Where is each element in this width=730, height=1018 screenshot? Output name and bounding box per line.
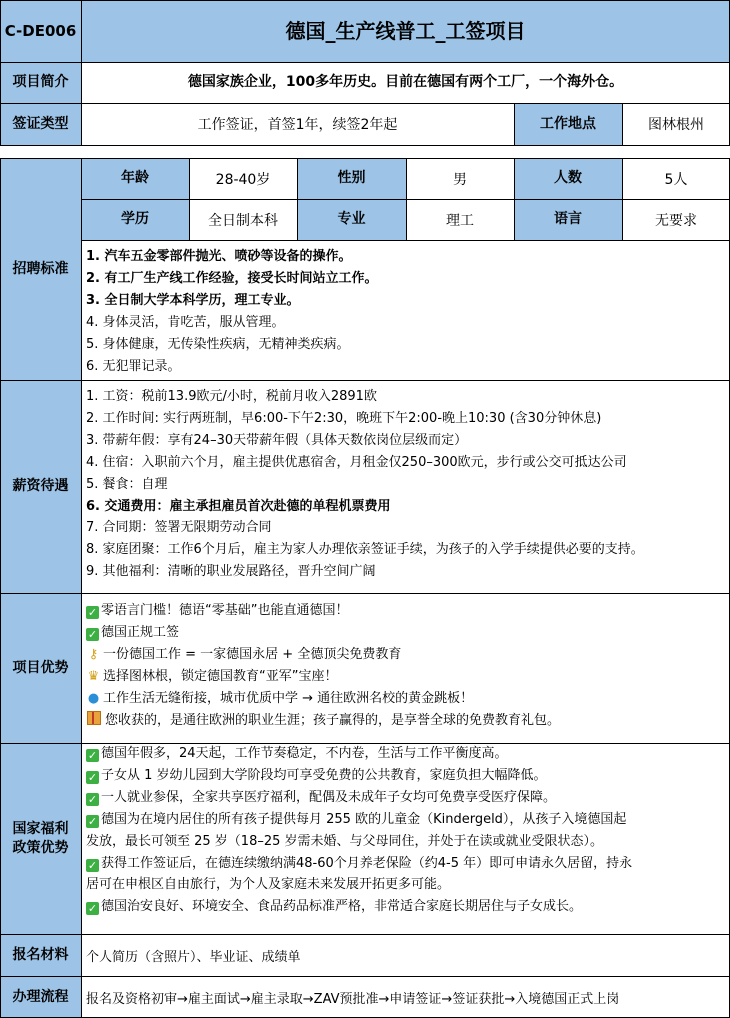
materials-value: 个人简历（含照片）、毕业证、成绩单 bbox=[86, 949, 301, 965]
divider bbox=[0, 976, 730, 977]
list-item: 2. 工作时间: 实行两班制，早6:00-下午2:30，晚班下午2:00-晚上10:30 (含30分钟休息) bbox=[86, 410, 602, 426]
divider bbox=[514, 158, 515, 240]
divider bbox=[81, 0, 82, 146]
check-icon: ✓ bbox=[87, 606, 98, 619]
location-value: 图林根州 bbox=[648, 117, 704, 133]
welfare-label bbox=[0, 743, 81, 934]
list-item: ✓ 德国正规工签 bbox=[87, 624, 180, 641]
check-icon: ✓ bbox=[87, 627, 98, 641]
list-item: 3. 全日制大学本科学历，理工专业。 bbox=[86, 292, 300, 308]
divider bbox=[514, 103, 515, 146]
advantages-label: 项目优势 bbox=[12, 659, 69, 676]
age-value: 28-40岁 bbox=[215, 171, 271, 188]
divider bbox=[622, 158, 623, 240]
list-item: ✓ 德国治安良好、环境安全、食品药品标准严格，非常适合家庭长期居住与子女成长。 bbox=[87, 899, 583, 916]
project-code: C-DE006 bbox=[4, 21, 77, 40]
divider bbox=[0, 934, 730, 935]
list-item: 7. 合同期：签署无限期劳动合同 bbox=[86, 520, 272, 536]
visa-label: 签证类型 bbox=[12, 115, 69, 132]
process-label: 办理流程 bbox=[12, 988, 69, 1005]
salary-list bbox=[81, 386, 730, 583]
gift-icon bbox=[87, 711, 101, 725]
globe-icon: ● bbox=[87, 690, 100, 706]
divider bbox=[0, 158, 730, 159]
divider bbox=[297, 158, 298, 240]
check-icon: ✓ bbox=[87, 770, 98, 784]
check-icon: ✓ bbox=[87, 858, 98, 872]
list-item: 2. 有工厂生产线工作经验，接受长时间站立工作。 bbox=[86, 270, 378, 286]
major-value: 理工 bbox=[446, 212, 474, 229]
list-item: ✓ 零语言门槛！德语“零基础”也能直通德国！ bbox=[87, 603, 349, 619]
list-item: 您收获的，是通往欧洲的职业生涯；孩子赢得的，是享誉全球的免费教育礼包。 bbox=[86, 710, 730, 732]
list-item: 1. 工资：税前13.9欧元/小时，税前月收入2891欧 bbox=[86, 389, 377, 404]
recruit-requirements-list bbox=[81, 246, 730, 377]
age-label: 年龄 bbox=[121, 170, 149, 186]
list-item: ✓ 获得工作签证后，在德连续缴纳满48-60个月养老保险（约4-5 年）即可申请永久居留，持永 bbox=[87, 855, 633, 872]
list-item: 6. 交通费用：雇主承担雇员首次赴德的单程机票费用 bbox=[86, 498, 391, 514]
welfare-list bbox=[81, 743, 730, 918]
visa-value: 工作签证，首签1年，续签2年起 bbox=[197, 117, 398, 133]
divider bbox=[0, 743, 730, 744]
divider bbox=[0, 158, 1, 1018]
list-item: 发放，最长可领至 25 岁（18–25 岁需未婚、与父母同住，并处于在读或就业受限状态）。 bbox=[86, 833, 604, 849]
list-item: 5. 身体健康，无传染性疾病，无精神类疾病。 bbox=[86, 336, 350, 352]
major-label: 专业 bbox=[337, 211, 366, 227]
divider bbox=[622, 103, 623, 146]
education-label: 学历 bbox=[121, 211, 149, 227]
divider bbox=[0, 0, 1, 146]
check-icon: ✓ bbox=[87, 749, 98, 762]
location-label: 工作地点 bbox=[540, 115, 596, 132]
language-label: 语言 bbox=[554, 211, 582, 227]
process-value: 报名及资格初审→雇主面试→雇主录取→ZAV预批准→申请签证→签证获批→入境德国正式上岗 bbox=[86, 991, 620, 1007]
list-item: ✓ 一人就业参保，全家共享医疗福利，配偶及未成年子女均可免费享受医疗保障。 bbox=[87, 789, 557, 806]
list-item: ✓ 德国为在境内居住的所有孩子提供每月 255 欧的儿童金（Kindergeld），从孩子入境德国起 bbox=[87, 811, 627, 828]
list-item: 4. 住宿：入职前六个月，雇主提供优惠宿舍，月租金仅250–300欧元，步行或公交可抵达公司 bbox=[86, 454, 627, 470]
list-item: 3. 带薪年假：享有24–30天带薪年假（具体天数依岗位层级而定） bbox=[86, 432, 468, 448]
list-item: 1. 汽车五金零部件抛光、喷砂等设备的操作。 bbox=[86, 249, 352, 264]
list-item: 居可在申根区自由旅行，为个人及家庭未来发展开拓更多可能。 bbox=[86, 877, 451, 893]
divider bbox=[406, 158, 407, 240]
check-icon: ✓ bbox=[87, 902, 98, 916]
divider bbox=[0, 593, 730, 594]
headcount-label: 人数 bbox=[554, 170, 582, 186]
list-item: ♛ 选择图林根，锁定德国教育“亚军”宝座！ bbox=[86, 666, 730, 688]
list-item: 9. 其他福利：清晰的职业发展路径，晋升空间广阔 bbox=[86, 564, 376, 580]
key-icon: ⚷ bbox=[88, 646, 99, 662]
materials-label: 报名材料 bbox=[12, 946, 69, 963]
language-value: 无要求 bbox=[655, 212, 697, 229]
list-item: 4. 身体灵活，肯吃苦，服从管理。 bbox=[86, 314, 285, 330]
welfare-label-line1: 国家福利 bbox=[12, 820, 69, 837]
welfare-label-line2: 政策优势 bbox=[12, 839, 69, 856]
salary-label: 薪资待遇 bbox=[12, 478, 69, 494]
intro-label: 项目简介 bbox=[12, 74, 69, 90]
list-item: ✓ 子女从 1 岁幼儿园到大学阶段均可享受免费的公共教育，家庭负担大幅降低。 bbox=[87, 767, 547, 784]
advantages-list bbox=[81, 600, 730, 731]
list-item: 8. 家庭团聚：工作6个月后，雇主为家人办理依亲签证手续，为孩子的入学手续提供必要的支持。 bbox=[86, 542, 644, 558]
check-icon: ✓ bbox=[87, 814, 98, 828]
headcount-value: 5人 bbox=[664, 171, 688, 188]
list-item: 5. 餐食：自理 bbox=[86, 476, 168, 492]
divider bbox=[0, 145, 730, 146]
divider bbox=[0, 380, 730, 381]
gender-value: 男 bbox=[453, 171, 467, 188]
gender-label: 性别 bbox=[337, 170, 366, 186]
education-value: 全日制本科 bbox=[208, 212, 278, 229]
list-item: ✓ 德国年假多，24天起，工作节奏稳定，不内卷，生活与工作平衡度高。 bbox=[87, 746, 508, 762]
list-item: ⚷ 一份德国工作 = 一家德国永居 + 全德顶尖免费教育 bbox=[86, 644, 730, 666]
recruit-label: 招聘标准 bbox=[12, 260, 69, 277]
intro-text: 德国家族企业，100多年历史。目前在德国有两个工厂，一个海外仓。 bbox=[187, 74, 624, 90]
divider bbox=[81, 158, 82, 1018]
divider bbox=[81, 240, 730, 241]
list-item: 6. 无犯罪记录。 bbox=[86, 358, 181, 374]
divider bbox=[0, 0, 730, 1]
check-icon: ✓ bbox=[87, 792, 98, 806]
list-item: ● 工作生活无缝衔接，城市优质中学 → 通往欧洲名校的黄金跳板！ bbox=[86, 688, 730, 710]
page-title: 德国_生产线普工_工签项目 bbox=[285, 18, 526, 43]
trophy-icon: ♛ bbox=[87, 668, 100, 684]
divider bbox=[189, 158, 190, 240]
divider bbox=[0, 62, 730, 63]
divider bbox=[0, 103, 730, 104]
